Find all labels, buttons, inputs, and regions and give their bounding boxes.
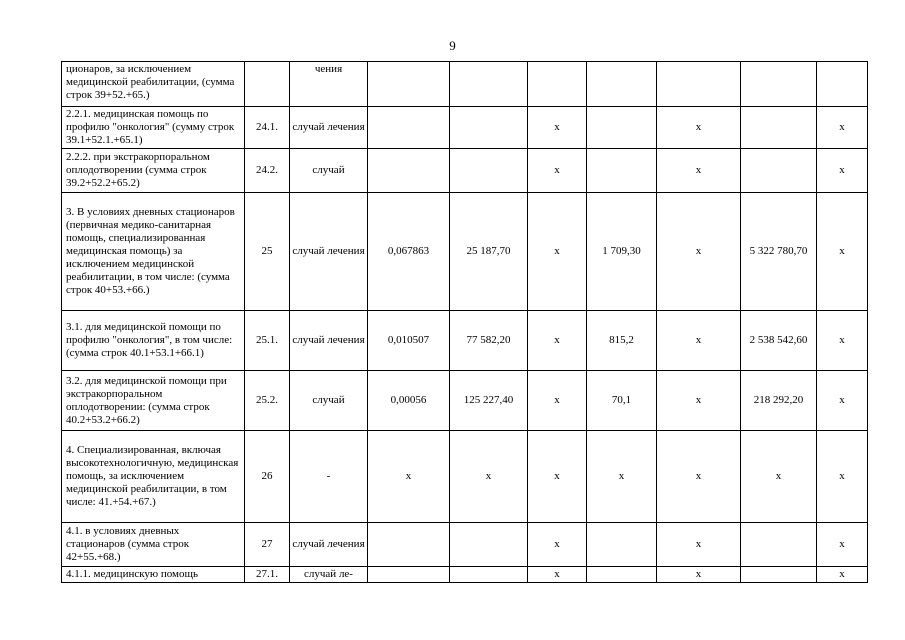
table-cell — [741, 523, 817, 567]
table-cell: 3.1. для медицинской помощи по профилю "онкология", в том числе: (сумма строк 40.1+53.1+66.1) — [62, 311, 245, 371]
table-cell: случай лечения — [290, 523, 368, 567]
table-cell: x — [657, 107, 741, 149]
table-cell: 25.1. — [245, 311, 290, 371]
table-row — [62, 371, 868, 431]
table-cell — [368, 523, 450, 567]
table-cell — [817, 62, 868, 107]
table-cell — [741, 149, 817, 193]
table-cell: 3. В условиях дневных стационаров (первичная медико-санитарная помощь, специализированная медицинская помощь) за исключением медицинской реабилитации, в том числе: (сумма строк 40+53.+66.) — [62, 193, 245, 311]
page-number: 9 — [449, 38, 456, 53]
table-cell: случай лечения — [290, 311, 368, 371]
table-cell: 77 582,20 — [450, 311, 528, 371]
table-cell: 25 187,70 — [450, 193, 528, 311]
table-cell — [587, 149, 657, 193]
table-cell: 5 322 780,70 — [741, 193, 817, 311]
table-cell: случай — [290, 371, 368, 431]
table-cell — [587, 567, 657, 583]
table-cell — [741, 567, 817, 583]
table-cell: 2.2.1. медицинская помощь по профилю "онкология" (сумму строк 39.1+52.1.+65.1) — [62, 107, 245, 149]
table-cell: 24.1. — [245, 107, 290, 149]
table-cell: x — [817, 371, 868, 431]
table-cell: 1 709,30 — [587, 193, 657, 311]
table-cell: x — [528, 371, 587, 431]
table-cell: 0,010507 — [368, 311, 450, 371]
table-cell: 0,067863 — [368, 193, 450, 311]
table-cell — [450, 567, 528, 583]
table-cell: 815,2 — [587, 311, 657, 371]
table-cell: x — [657, 311, 741, 371]
table-cell: случай лечения — [290, 193, 368, 311]
table-cell: x — [528, 149, 587, 193]
table-cell — [450, 62, 528, 107]
table-cell: случай лечения — [290, 107, 368, 149]
table-cell: чения — [290, 62, 368, 107]
table-cell: x — [657, 149, 741, 193]
table-cell: случай — [290, 149, 368, 193]
table-cell — [587, 523, 657, 567]
table-cell: x — [657, 523, 741, 567]
table-row — [62, 193, 868, 311]
table-cell: x — [817, 431, 868, 523]
table-row — [62, 311, 868, 371]
table-cell: x — [817, 523, 868, 567]
table-cell: x — [817, 567, 868, 583]
table-cell — [368, 149, 450, 193]
table-cell — [450, 107, 528, 149]
table-cell — [450, 523, 528, 567]
table-row — [62, 523, 868, 567]
table-cell: 24.2. — [245, 149, 290, 193]
table-cell: ционаров, за исключением медицинской реабилитации, (сумма строк 39+52.+65.) — [62, 62, 245, 107]
table-cell: 70,1 — [587, 371, 657, 431]
table-cell: 218 292,20 — [741, 371, 817, 431]
table-cell: x — [817, 149, 868, 193]
table-cell: x — [528, 523, 587, 567]
table-row — [62, 567, 868, 583]
table-cell — [368, 107, 450, 149]
table-cell: x — [741, 431, 817, 523]
data-table — [61, 61, 868, 583]
table-cell: 27.1. — [245, 567, 290, 583]
table-cell: 26 — [245, 431, 290, 523]
table-cell — [528, 62, 587, 107]
table-cell — [368, 62, 450, 107]
table-cell — [245, 62, 290, 107]
table-cell: x — [528, 107, 587, 149]
table-cell: 125 227,40 — [450, 371, 528, 431]
table-cell: x — [528, 193, 587, 311]
table-cell: 0,00056 — [368, 371, 450, 431]
table-cell: x — [528, 431, 587, 523]
table-cell: 27 — [245, 523, 290, 567]
table-row — [62, 431, 868, 523]
table-cell — [368, 567, 450, 583]
table-cell: x — [450, 431, 528, 523]
table-cell: 25 — [245, 193, 290, 311]
table-cell — [741, 107, 817, 149]
table-cell: - — [290, 431, 368, 523]
table-cell — [741, 62, 817, 107]
table-cell: x — [657, 371, 741, 431]
table-cell: 4.1.1. медицинскую помощь — [62, 567, 245, 583]
table-cell: x — [657, 193, 741, 311]
table-row — [62, 149, 868, 193]
table-cell — [587, 107, 657, 149]
table-cell: x — [657, 567, 741, 583]
table-cell — [657, 62, 741, 107]
table-cell: случай ле- — [290, 567, 368, 583]
table-cell: x — [817, 107, 868, 149]
table-cell: 3.2. для медицинской помощи при экстракорпоральном оплодотворении: (сумма строк 40.2+53.2+66.2) — [62, 371, 245, 431]
table-cell: x — [528, 567, 587, 583]
table-cell — [587, 62, 657, 107]
table-cell: x — [587, 431, 657, 523]
table-cell: x — [817, 193, 868, 311]
table-cell: 25.2. — [245, 371, 290, 431]
table-cell: 2.2.2. при экстракорпоральном оплодотворении (сумма строк 39.2+52.2+65.2) — [62, 149, 245, 193]
table-cell: x — [817, 311, 868, 371]
table-cell — [450, 149, 528, 193]
table-row — [62, 107, 868, 149]
table-cell: 4. Специализированная, включая высокотехнологичную, медицинская помощь, за исключением медицинской реабилитации, в том числе: 41.+54.+67.) — [62, 431, 245, 523]
table-cell: x — [368, 431, 450, 523]
table-cell: x — [528, 311, 587, 371]
table-row — [62, 62, 868, 107]
table-cell: x — [657, 431, 741, 523]
table-body — [62, 62, 868, 583]
table-cell: 4.1. в условиях дневных стационаров (сумма строк 42+55.+68.) — [62, 523, 245, 567]
table-cell: 2 538 542,60 — [741, 311, 817, 371]
